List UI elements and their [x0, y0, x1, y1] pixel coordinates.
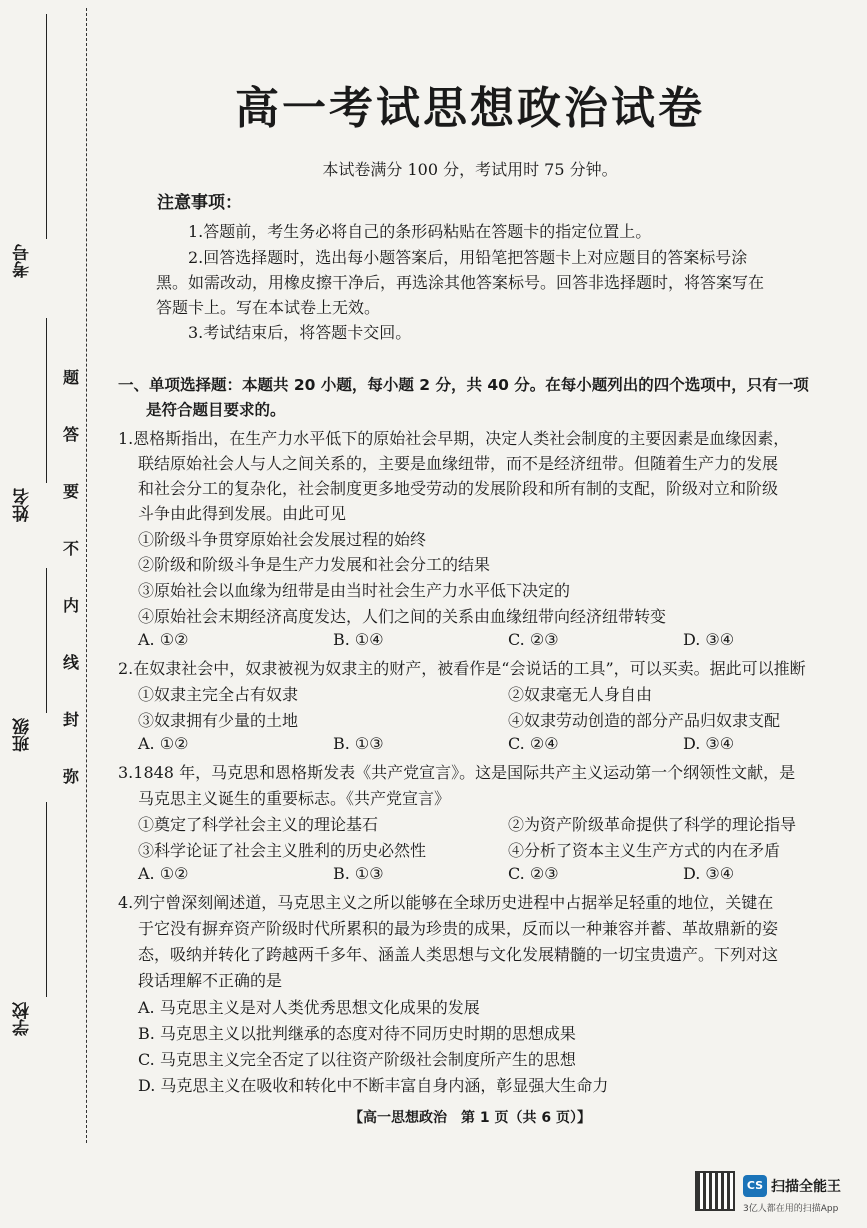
answer-option: D. ③④	[683, 630, 735, 649]
class-label: 班级	[13, 718, 33, 752]
seal-char: 答	[62, 425, 79, 444]
answer-choice: D. 马克思主义在吸收和转化中不断丰富自身内涵，彰显强大生命力	[138, 1076, 609, 1095]
answer-option: D. ③④	[683, 734, 735, 753]
question-stem: 4.列宁曾深刻阐述道，马克思主义之所以能够在全球历史进程中占据举足轻重的地位，关键在	[118, 893, 774, 912]
class-field	[10, 718, 56, 752]
answer-option: B. ①③	[333, 734, 384, 753]
seal-char: 封	[62, 710, 79, 729]
statement: ①奴隶主完全占有奴隶	[138, 685, 299, 704]
answer-choice: C. 马克思主义完全否定了以往资产阶级社会制度所产生的思想	[138, 1050, 576, 1069]
question-stem: 2.在奴隶社会中，奴隶被视为奴隶主的财产，被看作是“会说话的工具”，可以买卖。据此可以推断	[118, 659, 806, 678]
answer-option: A. ①②	[138, 734, 189, 753]
statement: ④分析了资本主义生产方式的内在矛盾	[508, 841, 781, 860]
statement: ③奴隶拥有少量的土地	[138, 711, 299, 730]
statement: ④原始社会末期经济高度发达，人们之间的关系由血缘纽带向经济纽带转变	[138, 607, 667, 626]
section-heading-cont: 是符合题目要求的。	[146, 401, 286, 419]
statement: ③科学论证了社会主义胜利的历史必然性	[138, 841, 427, 860]
seal-char: 线	[62, 653, 79, 672]
statement: ①阶级斗争贯穿原始社会发展过程的始终	[138, 530, 427, 549]
seal-char: 要	[62, 482, 79, 501]
notice-line: 1.答题前，考生务必将自己的条形码粘贴在答题卡的指定位置上。	[188, 222, 652, 241]
school-underline	[46, 802, 47, 997]
notice-line: 3.考试结束后，将答题卡交回。	[188, 323, 412, 342]
statement: ②为资产阶级革命提供了科学的理论指导	[508, 815, 797, 834]
exam-number-field	[10, 244, 56, 278]
notice-heading: 注意事项：	[157, 193, 242, 213]
question-stem: 3.1848 年，马克思和恩格斯发表《共产党宣言》。这是国际共产主义运动第一个纲领性文献，是	[118, 763, 796, 782]
question-stem: 态，吸纳并转化了跨越两千多年、涵盖人类思想与文化发展精髓的一切宝贵遗产。下列对这	[138, 945, 779, 964]
camscanner-name: 扫描全能王	[771, 1179, 841, 1195]
section-heading: 一、单项选择题：本题共 20 小题，每小题 2 分，共 40 分。在每小题列出的四个选项中，只有一项	[118, 376, 809, 394]
answer-option: A. ①②	[138, 630, 189, 649]
answer-option: A. ①②	[138, 864, 189, 883]
name-underline	[46, 318, 47, 483]
question-stem: 和社会分工的复杂化，社会制度更多地受劳动的发展阶段和所有制的支配，阶级对立和阶级	[138, 479, 779, 498]
seal-notice	[58, 368, 84, 824]
notice-line: 答题卡上。写在本试卷上无效。	[156, 298, 381, 317]
notice-line: 2.回答选择题时，选出每小题答案后，用铅笔把答题卡上对应题目的答案标号涂	[188, 248, 748, 267]
statement: ②奴隶毫无人身自由	[508, 685, 653, 704]
seal-char: 不	[62, 539, 79, 558]
question-stem: 斗争由此得到发展。由此可见	[138, 504, 347, 523]
seal-dashed-line	[86, 8, 87, 1143]
answer-option: C. ②③	[508, 864, 559, 883]
page-footer: 【高一思想政治 第 1 页（共 6 页）】	[349, 1110, 591, 1126]
name-field	[10, 488, 56, 522]
camscanner-logo: CS	[743, 1175, 767, 1197]
question-stem: 联结原始社会人与人之间关系的，主要是血缘纽带，而不是经济纽带。但随着生产力的发展	[138, 454, 779, 473]
school-label: 学校	[13, 1002, 33, 1036]
statement: ④奴隶劳动创造的部分产品归奴隶支配	[508, 711, 781, 730]
class-underline	[46, 568, 47, 713]
binding-margin	[0, 0, 110, 1228]
answer-choice: A. 马克思主义是对人类优秀思想文化成果的发展	[138, 998, 480, 1017]
answer-choice: B. 马克思主义以批判继承的态度对待不同历史时期的思想成果	[138, 1024, 576, 1043]
question-stem: 马克思主义诞生的重要标志。《共产党宣言》	[138, 789, 451, 808]
answer-option: B. ①③	[333, 864, 384, 883]
statement: ②阶级和阶级斗争是生产力发展和社会分工的结果	[138, 555, 491, 574]
exam-number-label: 考号	[13, 244, 33, 278]
question-stem: 于它没有摒弃资产阶级时代所累积的最为珍贵的成果，反而以一种兼容并蓄、革故鼎新的姿	[138, 919, 779, 938]
answer-option: D. ③④	[683, 864, 735, 883]
exam-subtitle: 本试卷满分 100 分，考试用时 75 分钟。	[322, 160, 618, 179]
statement: ③原始社会以血缘为纽带是由当时社会生产力水平低下决定的	[138, 581, 571, 600]
question-stem: 1.恩格斯指出，在生产力水平低下的原始社会早期，决定人类社会制度的主要因素是血缘因素，	[118, 429, 790, 448]
qr-code-icon	[695, 1171, 735, 1211]
seal-char: 题	[62, 368, 79, 387]
answer-option: B. ①④	[333, 630, 384, 649]
exam-title: 高一考试思想政治试卷	[235, 83, 705, 134]
school-field	[10, 1002, 56, 1036]
answer-option: C. ②④	[508, 734, 559, 753]
answer-option: C. ②③	[508, 630, 559, 649]
name-label: 姓名	[13, 488, 33, 522]
seal-char: 内	[62, 596, 79, 615]
exam-number-underline	[46, 14, 47, 239]
notice-line: 黑。如需改动，用橡皮擦干净后，再选涂其他答案标号。回答非选择题时，将答案写在	[156, 273, 765, 292]
statement: ①奠定了科学社会主义的理论基石	[138, 815, 379, 834]
question-stem: 段话理解不正确的是	[138, 971, 283, 990]
seal-char: 弥	[62, 767, 79, 786]
camscanner-tagline: 3亿人都在用的扫描App	[743, 1204, 839, 1214]
